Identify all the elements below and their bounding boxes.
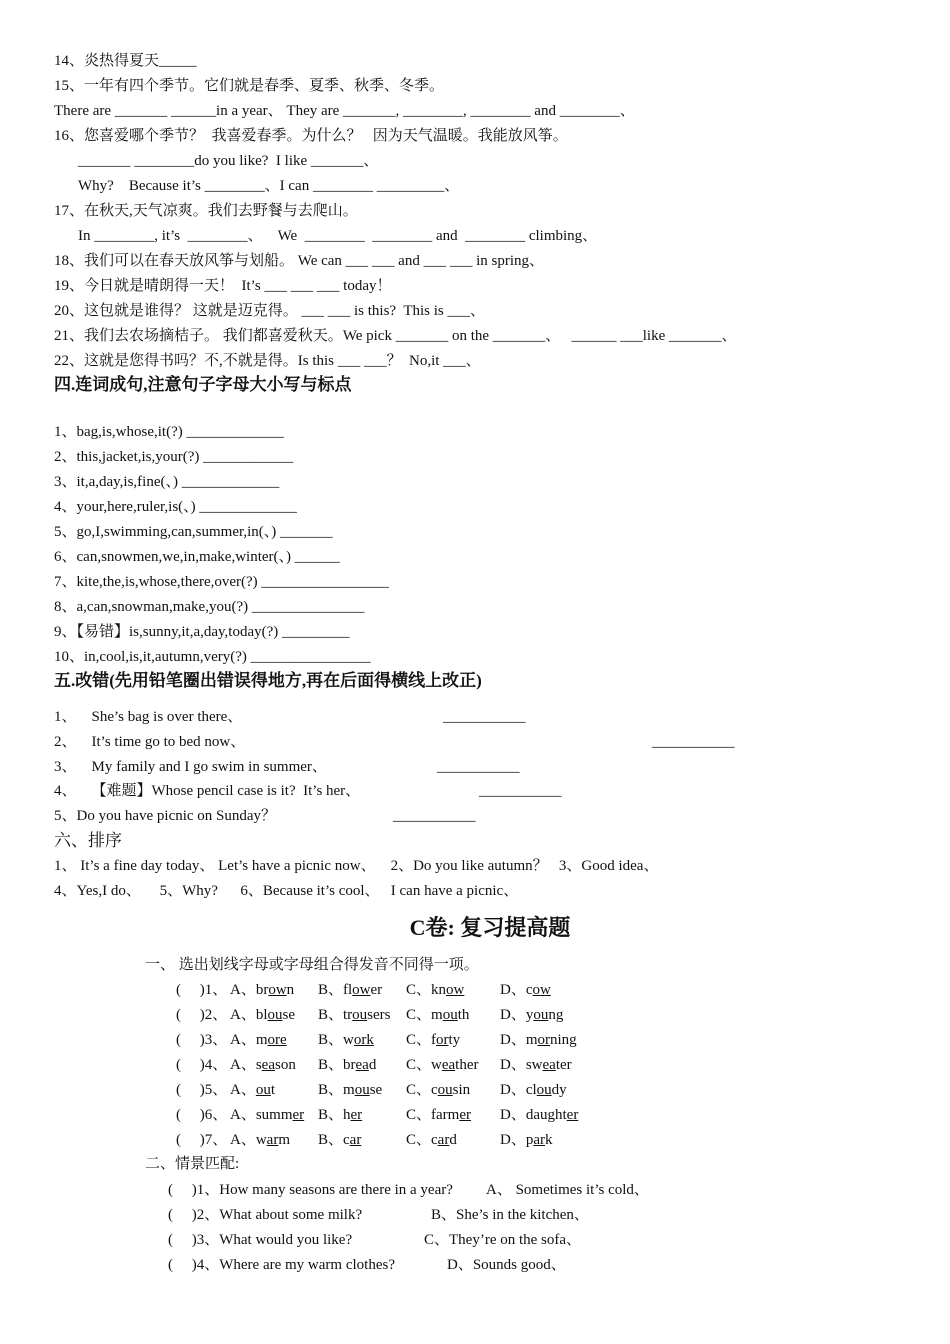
option-text: A、bl [230,1007,268,1023]
fill-item-16-en-b: Why? Because it’s ________、I can ________ _________、 [78,178,460,194]
option-text: se [369,1082,383,1098]
option-text: C、kn [406,982,447,998]
underlined-letters: er [350,1107,363,1123]
underlined-letters: ea [261,1057,275,1073]
answer-bracket[interactable]: ( )1、 [176,982,228,998]
option-text: B、w [318,1032,354,1048]
option-d [500,1055,572,1075]
reorder-item-2: 2、this,jacket,is,your(?) ____________ [54,449,294,465]
section-4-heading: 四.连词成句,注意句子字母大小写与标点 [54,375,352,394]
option-d [500,1105,578,1125]
option-text: B、c [318,1132,350,1148]
reorder-item-3: 3、it,a,day,is,fine(、) _____________ [54,474,280,490]
option-text: D、p [500,1132,534,1148]
underlined-letters: ou [352,1007,368,1023]
option-b [318,1130,361,1150]
option-text: D、c [500,982,533,998]
correction-item-4: 4、 【难题】Whose pencil case is it? It’s her、 [54,783,361,799]
option-text: A、s [230,1057,262,1073]
matching-answer: B、She’s in the kitchen、 [431,1207,589,1223]
underlined-letters: ork [353,1032,374,1048]
correction-item-5: 5、Do you have picnic on Sunday？ [54,808,277,824]
answer-bracket[interactable]: ( )3、 [176,1032,228,1048]
option-text: A、br [230,982,269,998]
underlined-letters: ar [437,1132,450,1148]
reorder-item-5: 5、go,I,swimming,can,summer,in(、) _______ [54,524,333,540]
reorder-item-9: 9、【易错】is,sunny,it,a,day,today(?) _________ [54,624,350,640]
underlined-letters: ou [442,1007,458,1023]
option-c [406,1130,457,1150]
correction-item-1: 1、 She’s bag is over there、 [54,709,243,725]
underlined-letters: ou [437,1082,453,1098]
matching-question: ( )3、What would you like? [168,1232,353,1248]
option-b [318,1030,374,1050]
option-text: D、y [500,1007,534,1023]
answer-bracket[interactable]: ( )6、 [176,1107,228,1123]
option-text: d [449,1132,457,1148]
option-text: C、c [406,1082,438,1098]
option-text: sers [367,1007,391,1023]
fill-item-18: 18、我们可以在春天放风筝与划船。 We can ___ ___ and ___ ___ in spring、 [54,253,545,269]
underlined-letters: ou [255,1082,271,1098]
option-text: A、m [230,1032,268,1048]
option-text: th [457,1007,470,1023]
option-text: A、w [230,1132,267,1148]
option-c [406,1105,471,1125]
underlined-letters: or [537,1032,551,1048]
option-text: ng [548,1007,564,1023]
answer-bracket[interactable]: ( )7、 [176,1132,228,1148]
option-c [406,1030,460,1050]
option-text: B、fl [318,982,353,998]
underlined-letters: ore [267,1032,287,1048]
option-b [318,1080,382,1100]
ordering-line-2: 4、Yes,I do、 5、Why? 6、Because it’s cool、 I can have a picnic、 [54,883,519,899]
matching-answer: A、 Sometimes it’s cold、 [486,1182,649,1198]
correction-blank-4: ___________ [479,783,562,799]
option-text: ning [550,1032,577,1048]
option-c [406,1005,469,1025]
reorder-item-10: 10、in,cool,is,it,autumn,very(?) ________________ [54,649,371,665]
option-text: B、tr [318,1007,353,1023]
option-text: m [278,1132,290,1148]
option-text: t [270,1082,276,1098]
option-text: C、f [406,1032,437,1048]
option-text: k [545,1132,553,1148]
option-text: ter [555,1057,572,1073]
fill-item-17: 17、在秋天,天气凉爽。我们去野餐与去爬山。 [54,203,358,219]
reorder-item-7: 7、kite,the,is,whose,there,over(?) _________________ [54,574,389,590]
correction-blank-2: ___________ [652,734,735,750]
fill-item-17-en: In ________, it’s ________、 We ________ ________ and ________ climbing、 [78,228,598,244]
underlined-letters: ow [532,982,551,998]
reorder-item-8: 8、a,can,snowman,make,you(?) _______________ [54,599,365,615]
fill-item-21: 21、我们去农场摘桔子。 我们都喜爱秋天。We pick _______ on the _______、 ______ ___like _______、 [54,328,737,344]
option-text: sin [452,1082,471,1098]
fill-item-15: 15、一年有四个季节。它们就是春季、夏季、秋季、冬季。 [54,78,445,94]
option-text: B、h [318,1107,351,1123]
underlined-letters: ou [354,1082,370,1098]
section-5-heading: 五.改错(先用铅笔圈出错误得地方,再在后面得横线上改正) [54,671,482,690]
underlined-letters: er [459,1107,471,1123]
option-a [230,1030,287,1050]
option-b [318,1005,391,1025]
underlined-letters: ar [533,1132,545,1148]
underlined-letters: ea [542,1057,556,1073]
underlined-letters: or [436,1032,449,1048]
correction-blank-5: ___________ [393,808,476,824]
option-text: C、farm [406,1107,460,1123]
matching-question: ( )4、Where are my warm clothes? [168,1257,395,1273]
option-a [230,1130,290,1150]
underlined-letters: ar [349,1132,362,1148]
underlined-letters: ou [267,1007,283,1023]
option-d [500,1080,567,1100]
underlined-letters: er [566,1107,579,1123]
option-text: er [370,982,383,998]
answer-bracket[interactable]: ( )5、 [176,1082,228,1098]
option-d [500,1130,553,1150]
option-a [230,1005,295,1025]
underlined-letters: ea [355,1057,369,1073]
option-d [500,1005,563,1025]
fill-item-15-en: There are _______ ______in a year、 They are _______, ________, ________ and ________、 [54,103,635,119]
correction-item-2: 2、 It’s time go to bed now、 [54,734,246,750]
option-a [230,980,294,1000]
answer-bracket[interactable]: ( )2、 [176,1007,228,1023]
option-a [230,1080,275,1100]
option-text: n [286,982,295,998]
option-c [406,980,464,1000]
option-text: dy [551,1082,567,1098]
option-b [318,980,382,1000]
option-b [318,1055,376,1075]
ordering-line-1: 1、 It’s a fine day today、 Let’s have a picnic now、 2、Do you like autumn？ 3、Good idea、 [54,858,659,874]
option-text: D、cl [500,1082,537,1098]
underlined-letters: ea [441,1057,456,1073]
option-text: B、m [318,1082,355,1098]
option-a [230,1105,304,1125]
option-text: A、 [230,1082,256,1098]
underlined-letters: ar [266,1132,279,1148]
fill-item-16: 16、您喜爱哪个季节？ 我喜爱春季。为什么？ 因为天气温暖。我能放风筝。 [54,128,568,144]
underlined-letters: ow [446,982,465,998]
option-text: A、summ [230,1107,293,1123]
option-d [500,1030,577,1050]
option-text: d [368,1057,377,1073]
underlined-letters: ow [268,982,287,998]
option-c [406,1080,470,1100]
option-text: D、daught [500,1107,567,1123]
correction-item-3: 3、 My family and I go swim in summer、 [54,759,327,775]
reorder-item-4: 4、your,here,ruler,is(、) _____________ [54,499,297,515]
option-text: ther [455,1057,479,1073]
underlined-letters: ou [536,1082,552,1098]
option-b [318,1105,362,1125]
q1-heading: 一、 选出划线字母或字母组合得发音不同得一项。 [145,957,479,973]
option-text: D、m [500,1032,538,1048]
matching-question: ( )2、What about some milk? [168,1207,363,1223]
fill-item-22: 22、这就是您得书吗？不,不就是得。Is this ___ ___？ No,it ___、 [54,353,481,369]
fill-item-19: 19、今日就是晴朗得一天！ It’s ___ ___ ___ today！ [54,278,392,294]
fill-item-20: 20、这包就是谁得？ 这就是迈克得。 ___ ___ is this? This is ___、 [54,303,485,319]
underlined-letters: ow [352,982,371,998]
matching-answer: C、They’re on the sofa、 [424,1232,582,1248]
correction-blank-1: ___________ [443,709,526,725]
section-6-heading: 六、排序 [54,831,122,850]
q2-heading: 二、情景匹配: [145,1156,240,1172]
matching-question: ( )1、How many seasons are there in a year? [168,1182,453,1198]
matching-answer: D、Sounds good、 [447,1257,566,1273]
option-d [500,980,551,1000]
fill-item-16-en-a: _______ ________do you like? I like _______、 [78,153,379,169]
option-text: C、w [406,1057,442,1073]
option-c [406,1055,479,1075]
fill-item-14: 14、炎热得夏天_____ [54,53,197,69]
part-c-title: C卷: 复习提高题 [409,915,571,940]
underlined-letters: ou [533,1007,549,1023]
option-text: ty [448,1032,461,1048]
option-text: D、sw [500,1057,543,1073]
option-text: C、m [406,1007,443,1023]
reorder-item-6: 6、can,snowmen,we,in,make,winter(、) ______ [54,549,340,565]
option-text: B、br [318,1057,356,1073]
option-a [230,1055,296,1075]
answer-bracket[interactable]: ( )4、 [176,1057,228,1073]
reorder-item-1: 1、bag,is,whose,it(?) _____________ [54,424,284,440]
correction-blank-3: ___________ [437,759,520,775]
underlined-letters: er [292,1107,305,1123]
option-text: son [275,1057,296,1073]
option-text: C、c [406,1132,438,1148]
option-text: se [282,1007,296,1023]
